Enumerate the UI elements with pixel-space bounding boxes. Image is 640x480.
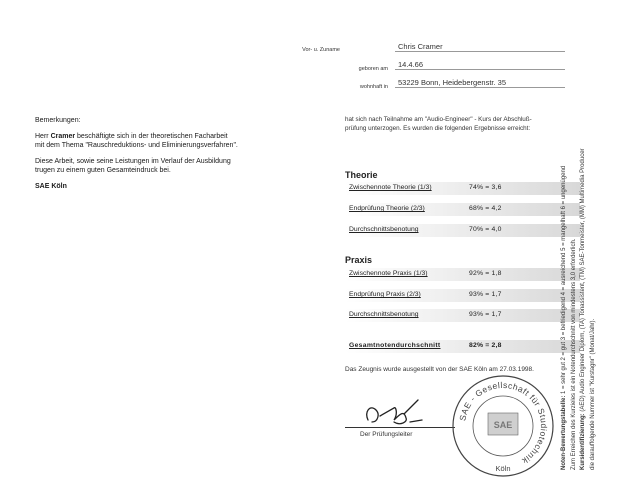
stamp-ring-text: SAE - Gesellschaft für Studiotechnik — [457, 379, 550, 467]
praxis-row-label: Durchschnittsbenotung — [349, 311, 419, 318]
theorie-row-label: Zwischennote Theorie (1/3) — [349, 184, 432, 191]
remarks-block — [35, 116, 325, 197]
grading-note — [560, 0, 570, 470]
theorie-row — [345, 203, 580, 216]
name-value: Chris Cramer — [395, 42, 565, 52]
total-label: Gesamtnotendurchschnitt — [349, 342, 441, 349]
praxis-row-label: Zwischennote Praxis (1/3) — [349, 270, 428, 277]
signature-line — [345, 427, 455, 428]
cert-text: (AED) Audio Engineer Diplom, (TA) Tonassistent, (TM) SAE-Tonmeister, (MM) Multimedia Producer — [580, 148, 586, 414]
praxis-row — [345, 268, 580, 281]
birth-value: 14.4.66 — [395, 60, 565, 70]
svg-text:SAE: SAE — [493, 420, 513, 430]
intro-line1: hat sich nach Teilnahme am "Audio-Engineer" - Kurs der Abschluß- — [345, 116, 532, 123]
sae-seal-stamp — [450, 373, 556, 479]
cert-note — [579, 0, 589, 470]
birth-label: geboren am — [358, 66, 388, 72]
remarks-line3: Diese Arbeit, sowie seine Leistungen im Verlauf der Ausbildung — [35, 157, 231, 165]
total-value: 82% = 2,8 — [469, 342, 502, 349]
remarks-line1-post: beschäftigte sich in der theoretischen Facharbeit — [75, 132, 228, 140]
remarks-student-name: Cramer — [50, 132, 76, 140]
remarks-paragraph-1 — [35, 132, 325, 151]
theorie-title: Theorie — [345, 170, 378, 180]
theorie-row-value: 68% = 4,2 — [469, 205, 502, 212]
remarks-line2: mit dem Thema "Rauschreduktions- und Eliminierungsverfahren". — [35, 142, 238, 149]
theorie-row — [345, 224, 580, 237]
theorie-row-label: Endprüfung Theorie (2/3) — [349, 205, 425, 212]
theorie-row — [345, 182, 580, 195]
stamp-city: Köln — [495, 464, 511, 473]
praxis-row-value: 93% = 1,7 — [469, 291, 502, 298]
remarks-signoff: SAE Köln — [35, 182, 67, 190]
grading-note-2: Zum Erreichen des Kurzieles ist ein Notendurchschnitt von mindestens 3,0 erforderlich. — [570, 238, 577, 470]
remarks-line1-pre: Herr — [35, 132, 51, 140]
name-label: Vor- u. Zuname — [302, 47, 340, 53]
praxis-row-value: 92% = 1,8 — [469, 270, 502, 277]
intro-text — [345, 116, 585, 133]
total-row — [345, 340, 580, 353]
praxis-row-value: 93% = 1,7 — [469, 311, 502, 318]
praxis-row — [345, 289, 580, 302]
theorie-row-value: 70% = 4,0 — [469, 226, 502, 233]
issued-text: Das Zeugnis wurde ausgestellt von der SAE Köln am 27.03.1998. — [345, 366, 534, 373]
praxis-title: Praxis — [345, 255, 373, 265]
theorie-row-label: Durchschnittsbenotung — [349, 226, 419, 233]
signature-caption: Der Prüfungsleiter — [360, 431, 413, 438]
remarks-heading: Bemerkungen: — [35, 117, 81, 124]
grading-label: Noten-Bewertungstabelle: — [561, 395, 567, 470]
praxis-row-label: Endprüfung Praxis (2/3) — [349, 291, 421, 298]
intro-line2: prüfung unterzogen. Es wurden die folgenden Ergebnisse erreicht: — [345, 124, 531, 132]
cert-note-2: die darauffolgende Nummer ist "Kurstagnr" (Monat/Jahr). — [589, 318, 596, 470]
praxis-row — [345, 309, 580, 322]
grading-text: 1 = sehr gut 2 = gut 3 = befriedigend 4 = ausreichend 5 = mangelhaft 6 = ungenügend — [561, 165, 567, 396]
cert-label: Kursidentifizierung: — [580, 413, 586, 470]
vertical-notes — [560, 0, 636, 470]
address-label: wohnhaft in — [359, 84, 388, 90]
theorie-row-value: 74% = 3,6 — [469, 184, 502, 191]
address-value: 53229 Bonn, Heidebergenstr. 35 — [395, 78, 565, 88]
signature-scribble — [360, 392, 440, 428]
remarks-line4: trugen zu einem guten Gesamteindruck bei. — [35, 167, 171, 174]
remarks-paragraph-2 — [35, 157, 325, 176]
